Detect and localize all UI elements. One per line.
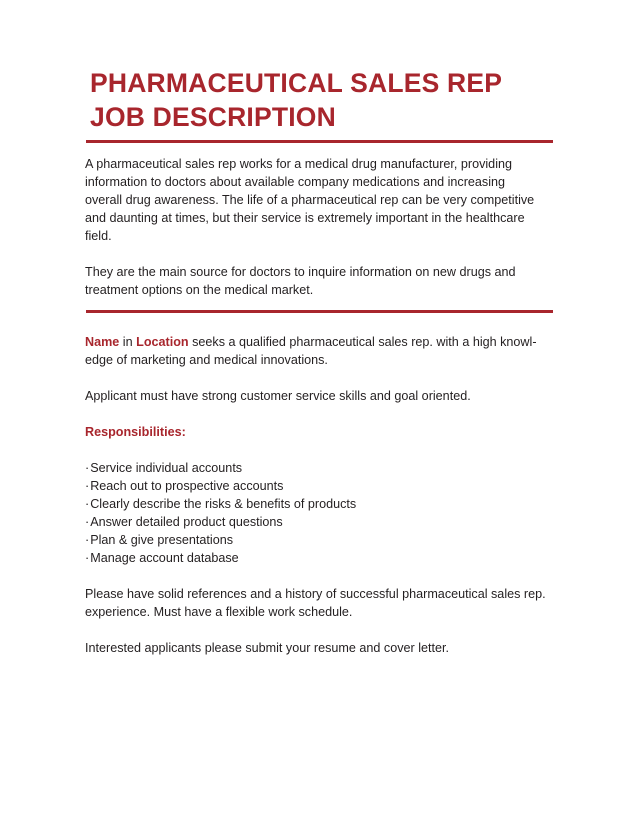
list-item: ·Plan & give presentations	[85, 533, 234, 547]
in-word: in	[119, 335, 137, 349]
location-placeholder: Location	[136, 335, 189, 349]
intro-p1-line: A pharmaceutical sales rep works for a medical drug manufacturer, providing	[85, 157, 512, 171]
list-item: ·Answer detailed product questions	[85, 515, 283, 529]
applicant-paragraph: Applicant must have strong customer service skills and goal oriented.	[85, 389, 471, 403]
seeks-line-1: seeks a qualified pharmaceutical sales rep. with a high knowl-	[188, 335, 537, 349]
bullet-icon: ·	[85, 461, 90, 475]
seeks-paragraph	[85, 333, 555, 369]
document-title	[90, 66, 560, 134]
intro-p2-line: treatment options on the medical market.	[85, 283, 314, 297]
references-line: experience. Must have a flexible work schedule.	[85, 605, 353, 619]
list-item: ·Reach out to prospective accounts	[85, 479, 284, 493]
bullet-icon: ·	[85, 515, 90, 529]
name-placeholder: Name	[85, 335, 120, 349]
intro-p1-line: field.	[85, 229, 112, 243]
intro-p2-line: They are the main source for doctors to inquire information on new drugs and	[85, 265, 516, 279]
title-line-1: PHARMACEUTICAL SALES REP	[90, 68, 503, 98]
intro-paragraph-1	[85, 155, 555, 245]
intro-section	[85, 155, 555, 299]
intro-p1-line: and daunting at times, but their service is extremely important in the healthcare	[85, 211, 525, 225]
title-line-2: JOB DESCRIPTION	[90, 102, 336, 132]
closing-paragraph: Interested applicants please submit your resume and cover letter.	[85, 641, 450, 655]
responsibilities-heading: Responsibilities:	[85, 425, 186, 439]
intro-paragraph-2	[85, 263, 555, 299]
intro-p1-line: information to doctors about available company medications and increasing	[85, 175, 506, 189]
list-item: ·Clearly describe the risks & benefits of products	[85, 497, 357, 511]
responsibilities-list	[85, 459, 555, 567]
references-line: Please have solid references and a history of successful pharmaceutical sales rep.	[85, 587, 546, 601]
bullet-icon: ·	[85, 533, 90, 547]
references-paragraph	[85, 585, 555, 621]
list-item: ·Service individual accounts	[85, 461, 243, 475]
posting-section	[85, 333, 555, 657]
title-divider	[86, 140, 553, 143]
intro-p1-line: overall drug awareness. The life of a pharmaceutical rep can be very competitive	[85, 193, 535, 207]
bullet-icon: ·	[85, 551, 90, 565]
bullet-icon: ·	[85, 479, 90, 493]
bullet-icon: ·	[85, 497, 90, 511]
section-divider	[86, 310, 553, 313]
list-item: ·Manage account database	[85, 551, 239, 565]
seeks-line-2: edge of marketing and medical innovations.	[85, 353, 328, 367]
